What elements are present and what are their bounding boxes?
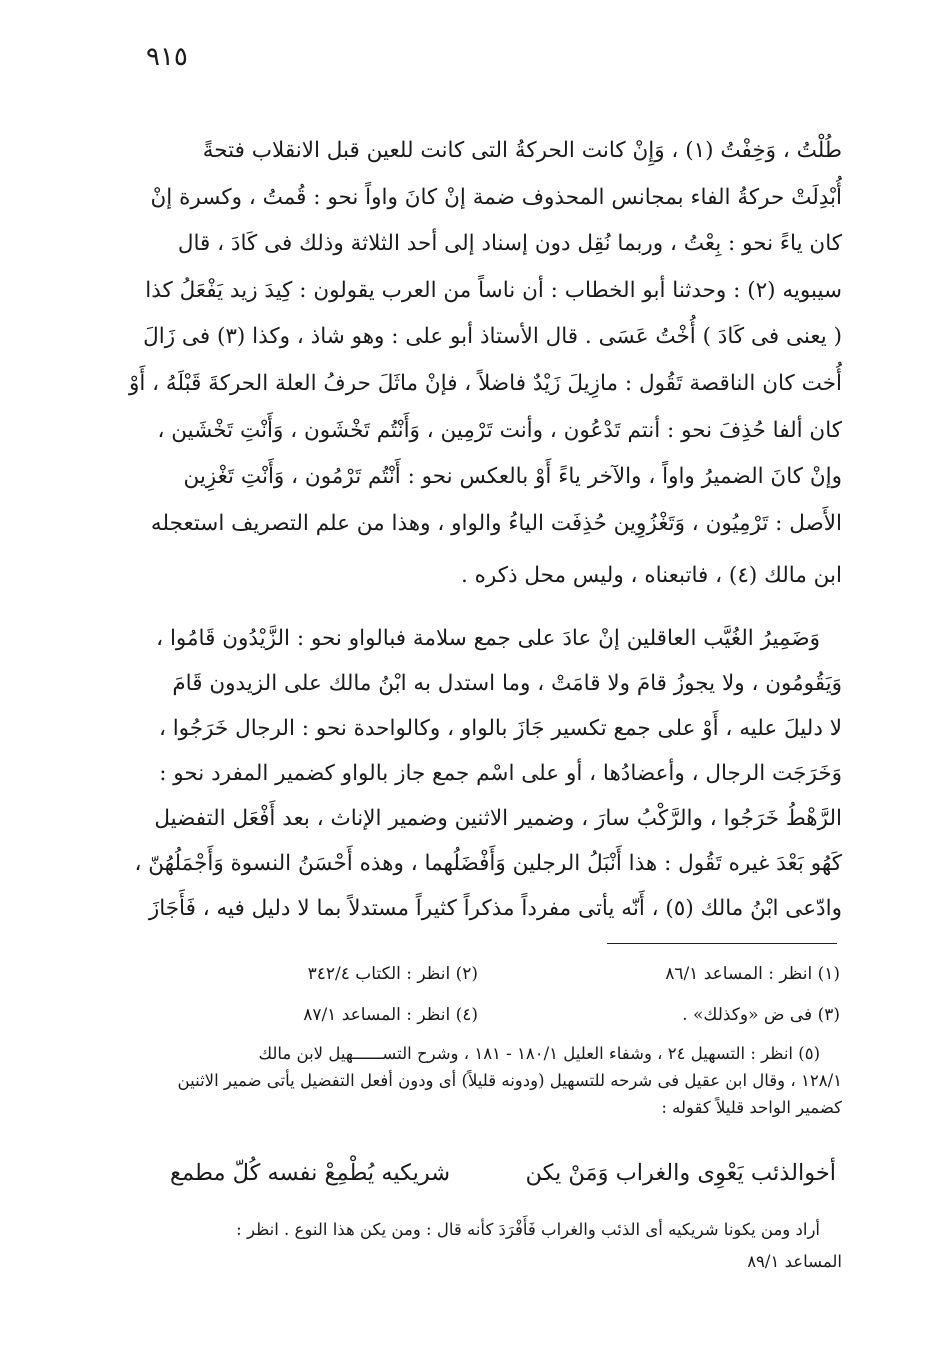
text-line: ابن مالك (٤) ، فاتبعناه ، وليس محل ذكره .: [460, 563, 842, 589]
footnote-line: ١٢٨/١ ، وقال ابن عقيل فى شرحه للتسهيل (ودونه قليلاً) أى ودون أفعل التفضيل يأتى ضمير الاثنين: [177, 1071, 842, 1090]
footnote-1: (١) انظر : المساعد ٨٦/١: [665, 964, 840, 984]
text-line: وادّعى ابْنُ مالك (٥) ، أَنّه يأتى مفرداً مذكراً كثيراً مستدلاً بما لا دليل فيه ، فَأَجَازَ: [148, 896, 842, 921]
footnote-line: كضمير الواحد قليلاً كقوله :: [661, 1098, 842, 1117]
text-line: وَيَقُومُون ، ولا يجوزُ قامَ ولا قامَتْ ، وما استدل به ابْنُ مالك على الزيدون قَامَ: [172, 671, 842, 696]
text-line: وَضَمِيرُ الغُيَّب العاقلين إنْ عادَ على جمع سلامة فبالواو نحو : الزَّيْدُون قَامُوا ،: [156, 626, 820, 651]
footnote-line: أراد ومن يكونا شريكيه أى الذئب والغراب فَأَفْرَدَ كأنه قال : ومن يكن هذا النوع . انظر :: [236, 1220, 820, 1239]
footnote-3: (٣) فى ض «وكذلك» .: [682, 1005, 840, 1025]
text-line: وَخَرَجَت الرجال ، وأعضادُها ، أو على اسْم جمع جاز بالواو كضمير المفرد نحو :: [159, 761, 842, 786]
text-line: كَهُو بَعْدَ غيره تَقُول : هذا أَنْبَلُ الرجلين وَأَفْضَلُهما ، وهذه أَحْسَنُ النسوة وَأَجْمَلُهُنّ ،: [134, 851, 842, 876]
text-line: أُبْدِلَتْ حركةُ الفاء بمجانس المحذوف ضمة إنْ كانَ واواً نحو : قُمتُ ، وكسرة إنْ: [150, 184, 842, 210]
text-line: وإنْ كانَ الضميرُ واواً ، والآخر ياءً أَوْ بالعكس نحو : أَنْتُم تَرْمُون ، وَأَنْتِ تَغْزِين: [183, 464, 842, 490]
footnote-5: [130, 1040, 842, 1121]
poetry-verse: [170, 1160, 836, 1186]
footnote-2: (٢) انظر : الكتاب ٣٤٢/٤: [307, 964, 478, 984]
footnote-separator: [607, 943, 837, 944]
footnote-line: (٥) انظر : التسهيل ٢٤ ، وشفاء العليل ١٨٠/١ - ١٨١ ، وشرح التســــــهيل لابن مالك: [258, 1044, 820, 1063]
text-line: سيبويه (٢) : وحدثنا أبو الخطاب : أن ناساً من العرب يقولون : كِيدَ زيد يَفْعَلُ كذا: [145, 277, 842, 303]
text-line: ( يعنى فى كَادَ ) أُخْتُ عَسَى . قال الأستاذ أبو على : وهو شاذ ، وكذا (٣) فى زَالَ: [143, 324, 842, 350]
verse-first-hemistich: أخوالذئب يَعْوِى والغراب وَمَنْ يكن: [525, 1160, 836, 1186]
text-line: الرَّهْطُ خَرَجُوا ، والرَّكْبُ سارَ ، وضمير الاثنين وضمير الإناث ، بعد أَفْعَل التفضيل: [154, 806, 842, 831]
text-line: طُلْتُ ، وَخِفْتُ (١) ، وَإِنْ كانت الحركةُ التى كانت للعين قبل الانقلاب فتحةً: [202, 138, 842, 163]
text-line: أُخت كان الناقصة تَقُول : مازِيلَ زَيْدٌ فاضلاً ، فإنْ ماثَلَ حرفُ العلة الحركةَ قَبْلَهُ ، أَوْ: [128, 370, 842, 396]
text-line: الأَصل : تَرْمِيُون ، وَتَغْزُوِين حُذِفَت الياءُ والواو ، وهذا من علم التصريف استعجله: [150, 510, 842, 536]
verse-second-hemistich: شريكيه يُطْمِعْ نفسه كُلّ مطمع: [170, 1160, 451, 1186]
footnote-line: المساعد ٨٩/١: [747, 1252, 842, 1271]
text-line: لا دليلَ عليه ، أَوْ على جمع تكسير جَازَ بالواو ، وكالواحدة نحو : الرجال خَرَجُوا ،: [158, 716, 842, 741]
text-line: كان ألفا حُذِفَ نحو : أنتم تَدْعُون ، وأنت تَرْمِين ، وَأَنْتُم تَخْشَون ، وَأَنْتِ تَخْشَين ،: [157, 417, 842, 443]
main-paragraph-2: [125, 616, 842, 931]
text-line: كان ياءً نحو : بِعْتُ ، وربما نُقِل دون إسناد إلى أحد الثلاثة وذلك فى كَادَ ، قال: [177, 231, 842, 257]
footnote-4: (٤) انظر : المساعد ٨٧/١: [303, 1005, 478, 1025]
main-paragraph-1: [125, 128, 842, 600]
footnote-5-continuation: [130, 1214, 842, 1278]
page-number: ٩١٥: [146, 42, 188, 72]
